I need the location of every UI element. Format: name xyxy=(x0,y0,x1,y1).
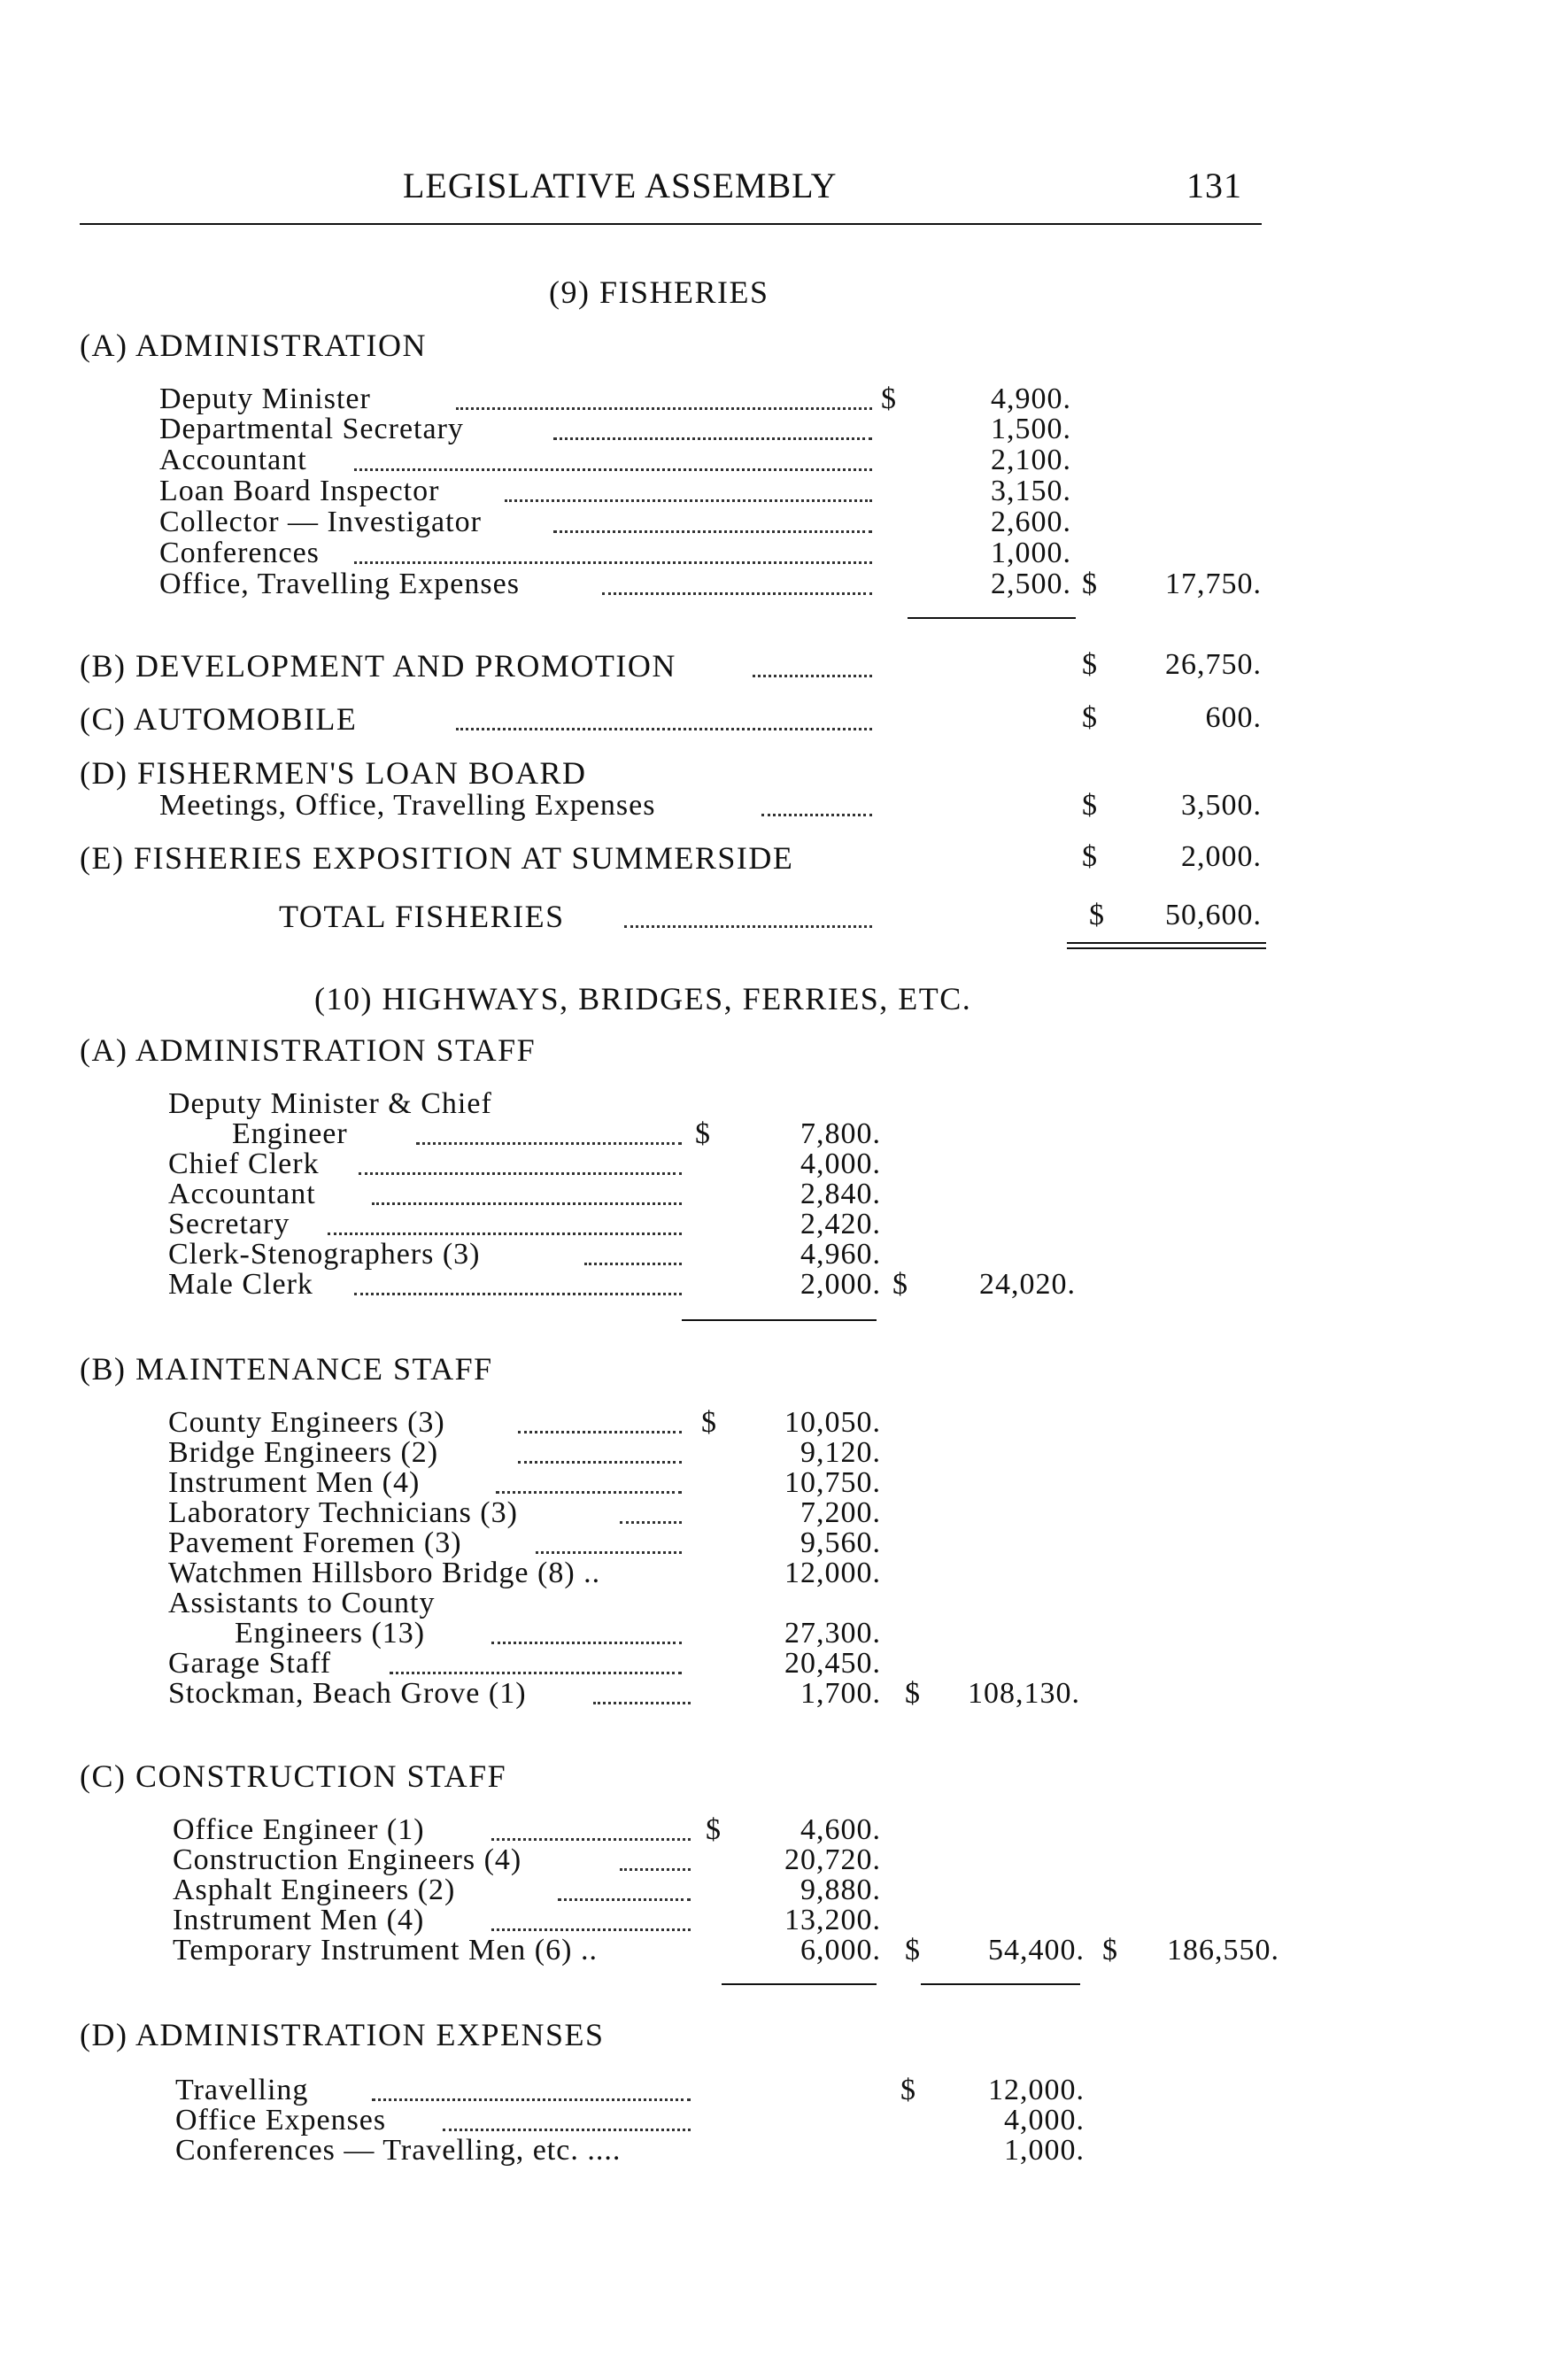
list-item-label: Office Expenses xyxy=(175,2104,387,2137)
list-item-amount: 4,900. xyxy=(991,382,1071,415)
list-item-amount: 1,500. xyxy=(991,413,1071,445)
list-item-label: Construction Engineers (4) xyxy=(173,1843,522,1876)
list-item-amount: 1,000. xyxy=(1004,2134,1085,2167)
total-fisheries-amount: 50,600. xyxy=(1165,899,1262,931)
list-item-amount: 4,000. xyxy=(800,1148,881,1180)
leader-dots xyxy=(602,592,872,595)
list-item-label: Departmental Secretary xyxy=(159,413,464,445)
subtotal-rule xyxy=(921,1983,1080,1985)
list-item-label: Engineers (13) xyxy=(235,1617,426,1650)
leader-dots xyxy=(553,437,872,440)
list-item-label: Accountant xyxy=(168,1178,316,1210)
total-double-rule xyxy=(1067,947,1266,949)
fisheries-development-label: (B) DEVELOPMENT AND PROMOTION xyxy=(80,648,676,684)
list-item-amount: 2,840. xyxy=(800,1178,881,1210)
list-item-label: Laboratory Technicians (3) xyxy=(168,1496,518,1529)
total-double-rule xyxy=(1067,942,1266,944)
list-item-amount: 9,560. xyxy=(800,1526,881,1559)
leader-dots xyxy=(354,1293,682,1295)
list-item-label: Collector — Investigator xyxy=(159,506,482,538)
highways-maintenance-staff-label: (B) MAINTENANCE STAFF xyxy=(80,1351,493,1387)
highways-admin-expenses-label: (D) ADMINISTRATION EXPENSES xyxy=(80,2017,605,2052)
currency-symbol: $ xyxy=(1089,899,1105,931)
list-item-label: Pavement Foremen (3) xyxy=(168,1526,462,1559)
leader-dots xyxy=(491,1928,691,1931)
fisheries-admin-label: (A) ADMINISTRATION xyxy=(80,328,427,363)
list-item-label: Office Engineer (1) xyxy=(173,1813,425,1846)
list-item-amount: 10,750. xyxy=(784,1466,881,1499)
list-item-label: Deputy Minister xyxy=(159,382,371,415)
list-item-label: Conferences xyxy=(159,537,320,569)
subtotal-amount: 108,130. xyxy=(968,1677,1080,1710)
leader-dots xyxy=(624,925,872,928)
leader-dots xyxy=(518,1431,682,1433)
subtotal-amount: 54,400. xyxy=(988,1934,1085,1967)
list-item-label: County Engineers (3) xyxy=(168,1406,445,1439)
grand-total-amount: 186,550. xyxy=(1167,1934,1279,1967)
fisheries-heading: (9) FISHERIES xyxy=(549,274,769,310)
currency-symbol: $ xyxy=(905,1677,921,1710)
leader-dots xyxy=(491,1838,691,1841)
list-item-label: Asphalt Engineers (2) xyxy=(173,1874,456,1906)
currency-symbol: $ xyxy=(1082,701,1098,734)
subtotal-rule xyxy=(722,1983,877,1985)
currency-symbol: $ xyxy=(1102,1934,1118,1967)
fisheries-development-amount: 26,750. xyxy=(1165,648,1262,681)
currency-symbol: $ xyxy=(905,1934,921,1967)
list-item-label: Loan Board Inspector xyxy=(159,475,440,507)
currency-symbol: $ xyxy=(1082,789,1098,822)
currency-symbol: $ xyxy=(701,1406,717,1439)
list-item-label: Instrument Men (4) xyxy=(173,1904,425,1936)
list-item-label: Watchmen Hillsboro Bridge (8) .. xyxy=(168,1557,601,1589)
list-item-amount: 2,500. xyxy=(991,568,1071,600)
list-item-label: Clerk-Stenographers (3) xyxy=(168,1238,481,1271)
list-item-amount: 27,300. xyxy=(784,1617,881,1650)
list-item-amount: 6,000. xyxy=(800,1934,881,1967)
list-item-amount: 3,150. xyxy=(991,475,1071,507)
list-item-label: Engineer xyxy=(232,1117,348,1150)
list-item-amount: 2,000. xyxy=(800,1268,881,1301)
leader-dots xyxy=(620,1868,691,1871)
list-item-label: Assistants to County xyxy=(168,1587,436,1619)
list-item-amount: 1,700. xyxy=(800,1677,881,1710)
list-item-label: Accountant xyxy=(159,444,307,476)
leader-dots xyxy=(584,1263,682,1265)
list-item-amount: 4,960. xyxy=(800,1238,881,1271)
list-item-amount: 1,000. xyxy=(991,537,1071,569)
leader-dots xyxy=(761,814,872,816)
leader-dots xyxy=(354,468,872,471)
highways-construction-staff-label: (C) CONSTRUCTION STAFF xyxy=(80,1758,507,1794)
leader-dots xyxy=(553,530,872,533)
list-item-amount: 12,000. xyxy=(784,1557,881,1589)
currency-symbol: $ xyxy=(900,2074,916,2106)
list-item-label: Deputy Minister & Chief xyxy=(168,1087,492,1120)
list-item-amount: 10,050. xyxy=(784,1406,881,1439)
page-header-title: LEGISLATIVE ASSEMBLY xyxy=(403,166,838,205)
total-fisheries-label: TOTAL FISHERIES xyxy=(279,899,565,934)
currency-symbol: $ xyxy=(706,1813,722,1846)
currency-symbol: $ xyxy=(1082,840,1098,873)
leader-dots xyxy=(491,1642,682,1644)
subtotal-rule xyxy=(682,1319,877,1321)
list-item-amount: 2,600. xyxy=(991,506,1071,538)
list-item-label: Stockman, Beach Grove (1) xyxy=(168,1677,527,1710)
list-item-amount: 7,200. xyxy=(800,1496,881,1529)
leader-dots xyxy=(354,561,872,564)
highways-heading: (10) HIGHWAYS, BRIDGES, FERRIES, ETC. xyxy=(314,981,972,1016)
highways-admin-staff-label: (A) ADMINISTRATION STAFF xyxy=(80,1032,537,1068)
fisheries-loan-board-amount: 3,500. xyxy=(1181,789,1262,822)
fisheries-exposition-amount: 2,000. xyxy=(1181,840,1262,873)
leader-dots xyxy=(536,1551,682,1554)
fisheries-automobile-label: (C) AUTOMOBILE xyxy=(80,701,358,737)
fisheries-loan-board-detail: Meetings, Office, Travelling Expenses xyxy=(159,789,656,822)
list-item-label: Office, Travelling Expenses xyxy=(159,568,520,600)
list-item-amount: 2,420. xyxy=(800,1208,881,1240)
list-item-label: Instrument Men (4) xyxy=(168,1466,421,1499)
list-item-amount: 7,800. xyxy=(800,1117,881,1150)
list-item-label: Conferences — Travelling, etc. .... xyxy=(175,2134,622,2167)
leader-dots xyxy=(416,1142,682,1145)
list-item-amount: 4,000. xyxy=(1004,2104,1085,2137)
fisheries-automobile-amount: 600. xyxy=(1205,701,1262,734)
currency-symbol: $ xyxy=(1082,648,1098,681)
header-rule xyxy=(80,223,1262,225)
leader-dots xyxy=(505,499,872,502)
list-item-amount: 9,120. xyxy=(800,1436,881,1469)
list-item-amount: 13,200. xyxy=(784,1904,881,1936)
leader-dots xyxy=(359,1172,682,1175)
subtotal-amount: 24,020. xyxy=(979,1268,1076,1301)
list-item-label: Garage Staff xyxy=(168,1647,332,1680)
leader-dots xyxy=(456,407,872,410)
page-number: 131 xyxy=(1186,166,1242,205)
list-item-amount: 12,000. xyxy=(988,2074,1085,2106)
currency-symbol: $ xyxy=(695,1117,711,1150)
leader-dots xyxy=(372,2098,691,2101)
list-item-amount: 20,450. xyxy=(784,1647,881,1680)
leader-dots xyxy=(753,675,872,677)
leader-dots xyxy=(593,1702,691,1704)
list-item-label: Bridge Engineers (2) xyxy=(168,1436,439,1469)
subtotal-rule xyxy=(908,617,1076,619)
list-item-label: Secretary xyxy=(168,1208,290,1240)
leader-dots xyxy=(496,1491,682,1494)
fisheries-loan-board-label: (D) FISHERMEN'S LOAN BOARD xyxy=(80,755,587,791)
leader-dots xyxy=(390,1672,682,1674)
currency-symbol: $ xyxy=(881,382,897,415)
list-item-label: Chief Clerk xyxy=(168,1148,320,1180)
subtotal-amount: 17,750. xyxy=(1165,568,1262,600)
leader-dots xyxy=(443,2129,691,2131)
leader-dots xyxy=(620,1521,682,1524)
leader-dots xyxy=(372,1202,682,1205)
leader-dots xyxy=(328,1232,682,1235)
currency-symbol: $ xyxy=(1082,568,1098,600)
list-item-amount: 20,720. xyxy=(784,1843,881,1876)
list-item-label: Travelling xyxy=(175,2074,309,2106)
leader-dots xyxy=(518,1461,682,1464)
list-item-amount: 2,100. xyxy=(991,444,1071,476)
leader-dots xyxy=(558,1898,691,1901)
list-item-label: Temporary Instrument Men (6) .. xyxy=(173,1934,598,1967)
currency-symbol: $ xyxy=(892,1268,908,1301)
fisheries-exposition-label: (E) FISHERIES EXPOSITION AT SUMMERSIDE xyxy=(80,840,794,876)
list-item-amount: 9,880. xyxy=(800,1874,881,1906)
list-item-amount: 4,600. xyxy=(800,1813,881,1846)
leader-dots xyxy=(456,728,872,730)
list-item-label: Male Clerk xyxy=(168,1268,313,1301)
